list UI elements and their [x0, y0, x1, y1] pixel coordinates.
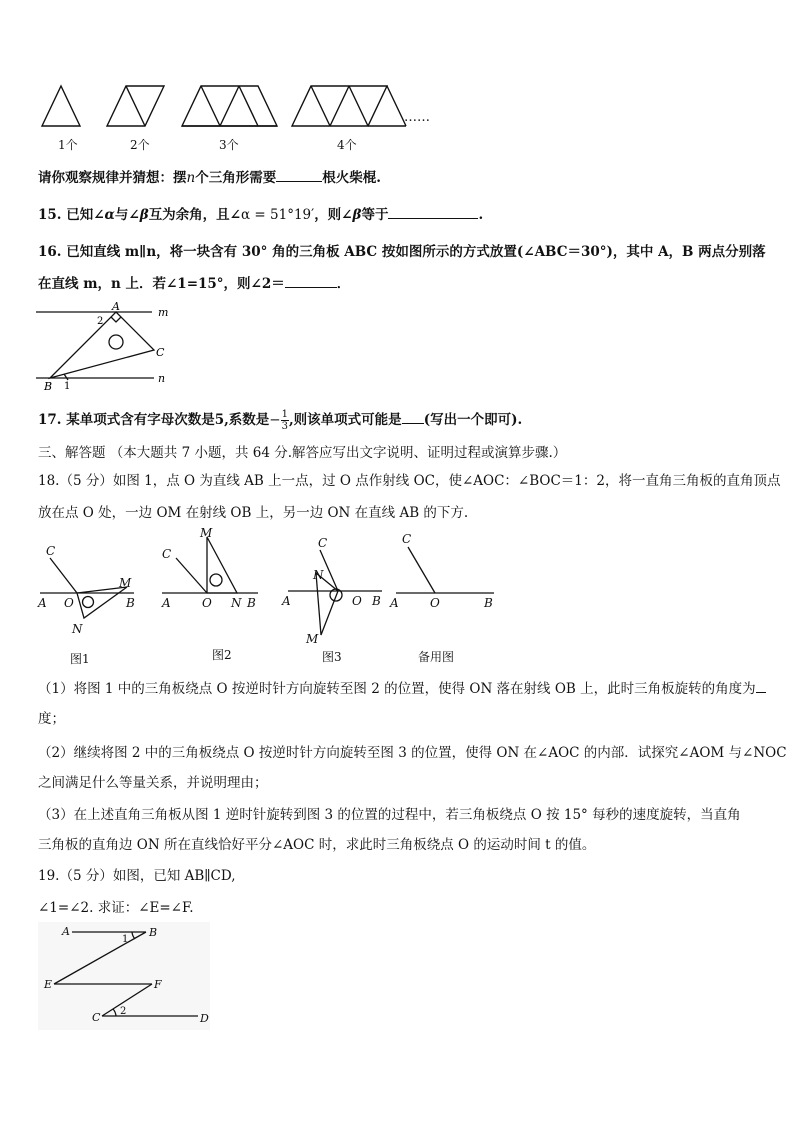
question-18-part-3-line-1: （3）在上述直角三角板从图 1 逆时针旋转到图 3 的位置的过程中，若三角板绕点 O 按 15° 每秒的速度旋转，当直角: [38, 807, 741, 823]
fig3-label-M: M: [306, 632, 319, 646]
question-18-line-1: 18.（5 分）如图 1，点 O 为直线 AB 上一点，过 O 点作射线 OC，使∠AOC：∠BOC＝1：2，将一直角三角板的直角顶点: [38, 473, 781, 489]
label-angle-1: 1: [64, 381, 71, 392]
label-C: C: [156, 346, 165, 359]
answer-blank-14: [276, 181, 322, 182]
spare-label-A: A: [390, 596, 399, 610]
label-m: m: [158, 306, 169, 319]
answer-blank-18-1: [756, 692, 766, 693]
coefficient-fraction: $\frac{1}{3}$: [281, 409, 288, 432]
matchstick-triangles-figure: [30, 78, 460, 158]
label-n: n: [158, 372, 166, 385]
question-15: 15. 已知∠α与∠β互为余角，且∠α = 51°19′，则∠β等于 .: [38, 207, 484, 223]
fig3-label-A: A: [282, 594, 291, 608]
triangle-hole: [109, 335, 123, 349]
figure-ellipsis: ……: [404, 110, 430, 125]
answer-blank-16: [285, 287, 337, 288]
figure-q18-four-panels: [30, 525, 500, 670]
fig2-label-O: O: [202, 596, 212, 610]
figure-label-1: 1个: [58, 138, 78, 152]
caption-spare-fig: 备用图: [418, 650, 455, 664]
answer-blank-15: [388, 218, 478, 219]
fig1-label-N: N: [72, 622, 83, 636]
label-angle-1: 1: [122, 934, 129, 945]
fig2-label-N: N: [231, 596, 242, 610]
question-17: 17. 某单项式含有字母次数是5,系数是− $\frac{1}{3}$ ,则该单项式可能是 (写出一个即可).: [38, 409, 523, 432]
question-19-line-2: ∠1=∠2. 求证：∠E=∠F.: [38, 900, 194, 916]
fig1-label-O: O: [64, 596, 74, 610]
triangle-figure-1: [42, 86, 80, 126]
label-B: B: [44, 380, 53, 392]
figure-label-4: 4个: [337, 138, 357, 152]
question-18-part-2-line-2: 之间满足什么等量关系，并说明理由；: [38, 775, 268, 791]
fig3-label-C: C: [318, 536, 328, 550]
section-3-heading: 三、解答题 （本大题共 7 小题，共 64 分.解答应写出文字说明、证明过程或演算步骤.）: [38, 445, 567, 461]
label-E: E: [44, 978, 53, 991]
label-F: F: [154, 978, 162, 991]
figure-label-3: 3个: [219, 138, 239, 152]
figure-q19-zigzag-parallel: [38, 922, 213, 1032]
label-B: B: [149, 926, 158, 939]
question-16-line-1: 16. 已知直线 m∥n，将一块含有 30° 角的三角板 ABC 按如图所示的方式放置(∠ABC＝30°)，其中 A，B 两点分别落: [38, 244, 766, 260]
fig3-label-B: B: [372, 594, 381, 608]
fig1-label-A: A: [38, 596, 47, 610]
question-18-part-1-line-2: 度；: [38, 711, 65, 727]
spare-label-C: C: [402, 532, 412, 546]
figure-label-2: 2个: [130, 138, 150, 152]
question-19-line-1: 19.（5 分）如图，已知 AB∥CD,: [38, 868, 236, 884]
label-D: D: [200, 1012, 209, 1025]
fig1-label-M: M: [119, 576, 132, 590]
label-A: A: [112, 300, 120, 313]
fig3-label-N: N: [313, 568, 324, 582]
set-square-fig1: [77, 587, 127, 618]
question-18-part-2-line-1: （2）继续将图 2 中的三角板绕点 O 按逆时针方向旋转至图 3 的位置，使得 ON 在∠AOC 的内部．试探究∠AOM 与∠NOC: [38, 745, 787, 761]
question-14-tail: 请你观察规律并猜想：摆n个三角形需要 根火柴棍.: [38, 170, 381, 186]
fig2-label-A: A: [162, 596, 171, 610]
answer-blank-17: [402, 423, 424, 424]
fig2-label-C: C: [162, 547, 172, 561]
question-18-part-3-line-2: 三角板的直角边 ON 所在直线恰好平分∠AOC 时，求此时三角板绕点 O 的运动时间 t 的值。: [38, 837, 596, 853]
label-A: A: [62, 925, 70, 938]
question-18-part-1-line-1: （1）将图 1 中的三角板绕点 O 按逆时针方向旋转至图 2 的位置，使得 ON 落在射线 OB 上，此时三角板旋转的角度为: [38, 677, 766, 697]
label-angle-2: 2: [120, 1006, 127, 1017]
fig1-label-B: B: [126, 596, 135, 610]
fig2-label-M: M: [200, 526, 213, 540]
caption-fig-2: 图2: [212, 648, 232, 662]
fig1-label-C: C: [46, 544, 56, 558]
figure-q16-triangle-parallel-lines: [34, 300, 184, 392]
caption-fig-3: 图3: [322, 650, 342, 664]
question-18-line-2: 放在点 O 处，一边 OM 在射线 OB 上，另一边 ON 在直线 AB 的下方.: [38, 505, 469, 521]
caption-fig-1: 图1: [70, 652, 90, 666]
spare-label-O: O: [430, 596, 440, 610]
fig2-label-B: B: [247, 596, 256, 610]
spare-label-B: B: [484, 596, 493, 610]
label-C: C: [92, 1011, 101, 1024]
label-angle-2: 2: [97, 316, 104, 327]
fig3-label-O: O: [352, 594, 362, 608]
question-16-line-2: 在直线 m，n 上．若∠1=15°，则∠2＝ ．: [38, 276, 351, 292]
